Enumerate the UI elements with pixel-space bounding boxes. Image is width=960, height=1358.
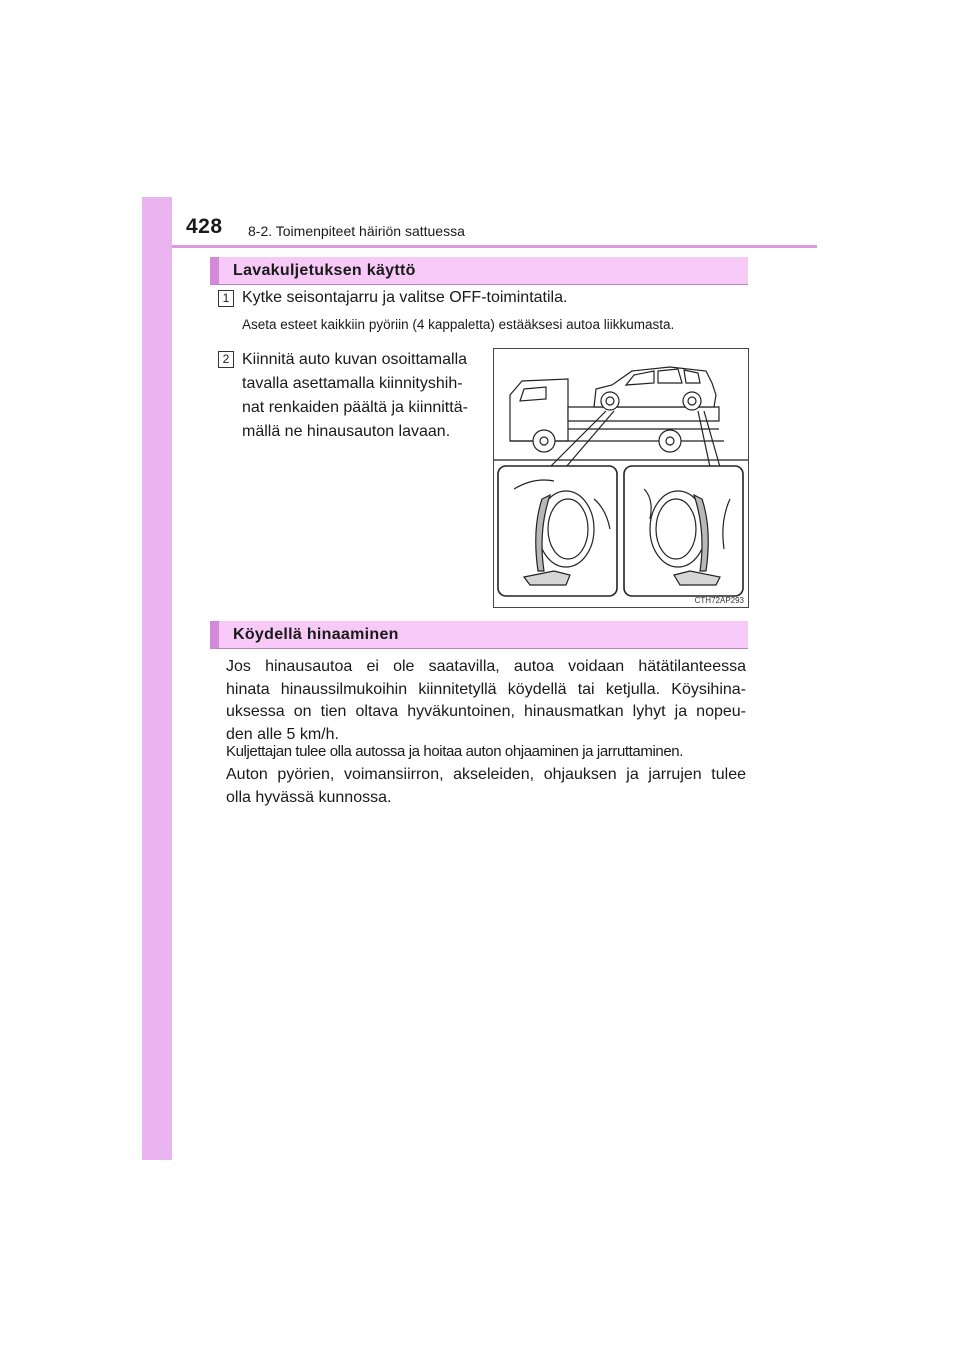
- tow-truck-illustration: [493, 348, 749, 608]
- step-1-text: Kytke seisontajarru ja valitse OFF-toimintatila.: [242, 289, 568, 306]
- chapter-side-tab: [142, 197, 172, 1160]
- header-rule: [172, 245, 817, 248]
- rope-line: olla hyvässä kunnossa.: [226, 788, 392, 806]
- rope-line: hinata hinaussilmukoihin kiinnitetyllä köydellä tai ketjulla. Köysihina-: [226, 680, 746, 698]
- step-2-line: nat renkaiden päältä ja kiinnittä-: [242, 399, 468, 416]
- step-1-note: Aseta esteet kaikkiin pyöriin (4 kappaletta) estääksesi autoa liikkumasta.: [242, 317, 675, 332]
- rope-paragraph-2: Kuljettajan tulee olla autossa ja hoitaa auton ohjaaminen ja jarruttaminen.: [226, 743, 683, 760]
- step-2-text: [242, 348, 477, 444]
- heading-rope-towing-title: Köydellä hinaaminen: [233, 626, 399, 643]
- step-2-line: Kiinnitä auto kuvan osoittamalla: [242, 351, 468, 368]
- step-2-line: mällä ne hinausauton lavaan.: [242, 423, 451, 440]
- rope-paragraph-3: [226, 764, 746, 809]
- step-2-line: tavalla asettamalla kiinnityshih-: [242, 375, 463, 392]
- figure-code: CTH72AP293: [694, 596, 744, 605]
- heading-flatbed: [210, 257, 748, 285]
- heading-flatbed-title: Lavakuljetuksen käyttö: [233, 262, 416, 279]
- rope-line: Jos hinausautoa ei ole saatavilla, autoa voidaan hätätilanteessa: [226, 658, 746, 675]
- step-1-number: 1: [218, 290, 234, 307]
- rope-paragraph-1: [226, 656, 746, 746]
- page-number: 428: [186, 215, 223, 238]
- tow-truck-drawing: [494, 349, 748, 607]
- rope-line: Auton pyörien, voimansiirron, akseleiden, ohjauksen ja jarrujen tulee: [226, 766, 746, 783]
- step-2-number: 2: [218, 351, 234, 368]
- rope-line: den alle 5 km/h.: [226, 725, 339, 743]
- rope-line: uksessa on tien oltava hyväkuntoinen, hinausmatkan lyhyt ja nopeu-: [226, 703, 746, 720]
- heading-rope-towing: [210, 621, 748, 649]
- section-header: 8-2. Toimenpiteet häiriön sattuessa: [248, 223, 465, 239]
